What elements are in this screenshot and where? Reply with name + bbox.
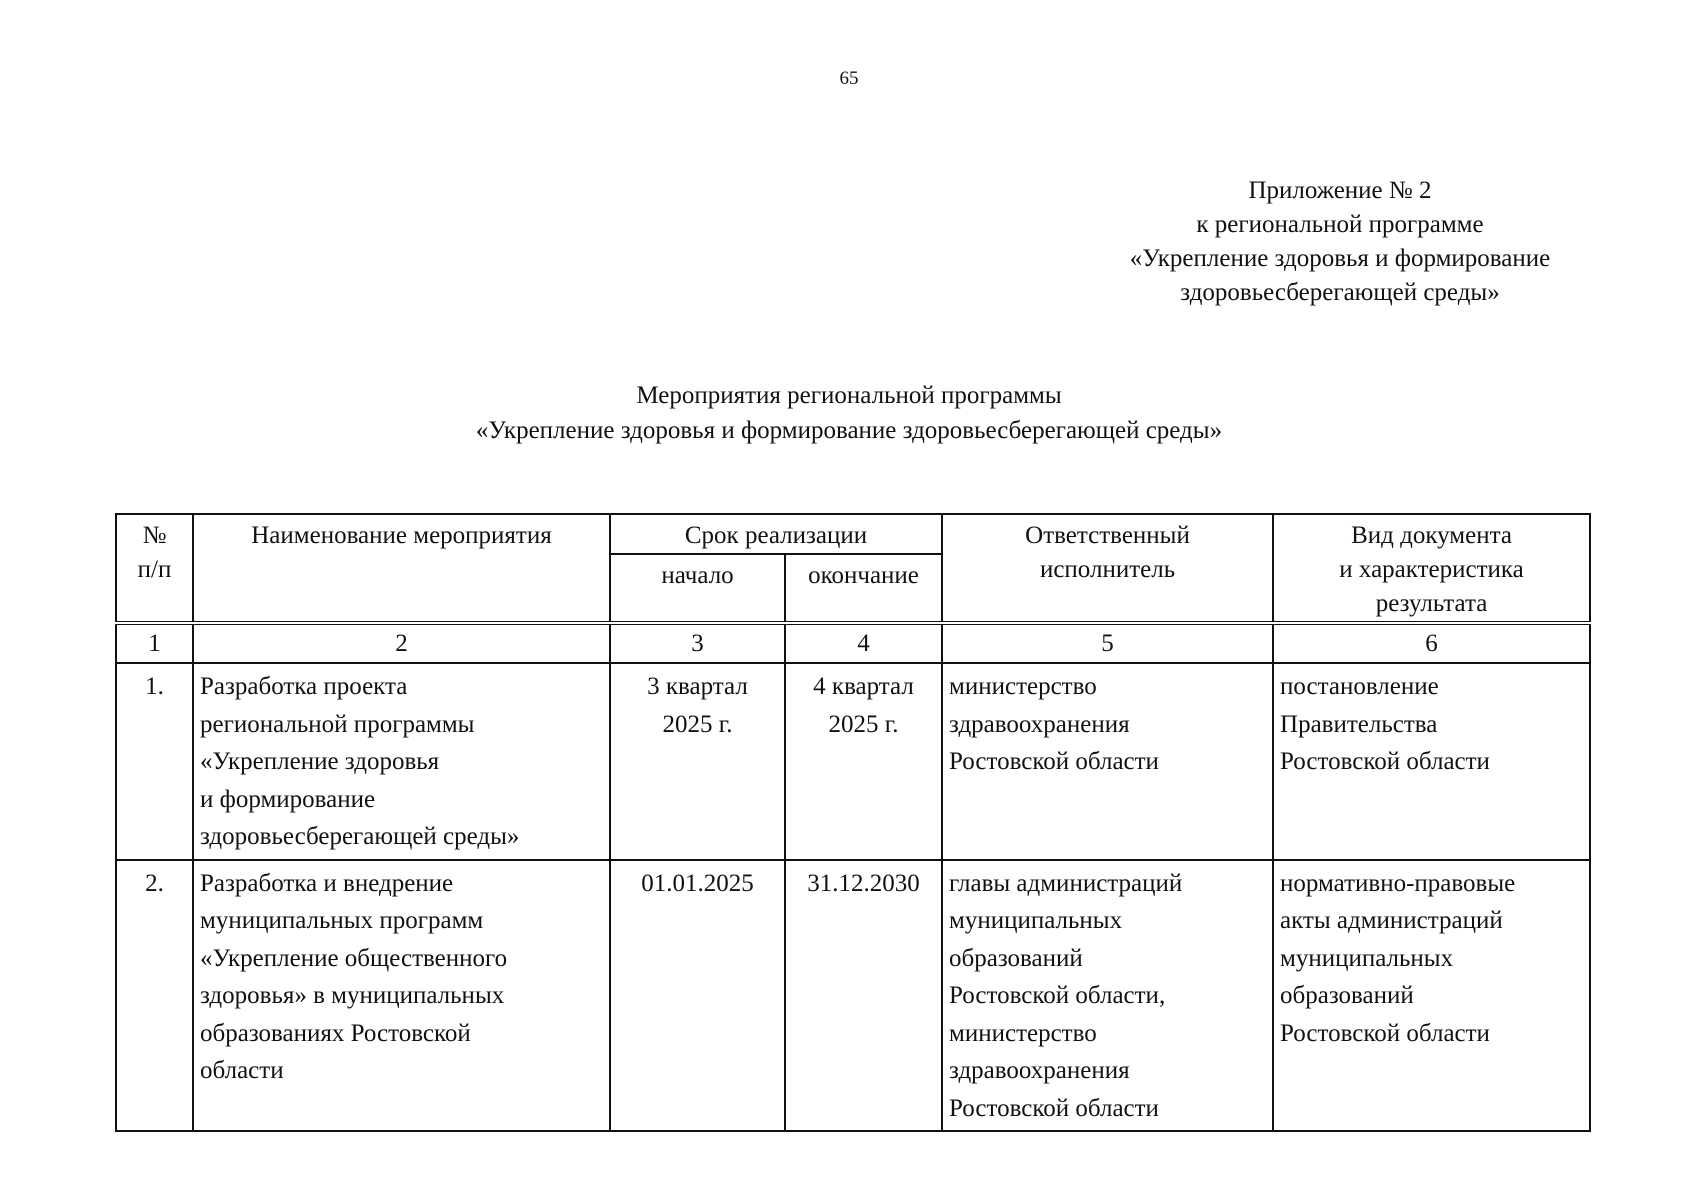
column-numbers-row [116, 623, 1590, 663]
measure-name-line: и формирование [200, 785, 376, 813]
end-date-line: 2025 г. [828, 710, 899, 738]
column-number: 4 [785, 623, 942, 663]
measure-name [193, 663, 610, 860]
column-number: 5 [942, 623, 1273, 663]
header-num [116, 514, 193, 623]
start-date [610, 663, 785, 860]
column-number: 3 [610, 623, 785, 663]
header-result [1273, 514, 1590, 623]
responsible-executor [942, 860, 1273, 1132]
result-line: постановление [1280, 673, 1439, 700]
header-name: Наименование мероприятия [193, 514, 610, 623]
measure-name-line: образованиях Ростовской [200, 1019, 471, 1047]
column-number: 2 [193, 623, 610, 663]
document-title [0, 378, 1698, 448]
measure-name-line: области [200, 1057, 284, 1084]
measure-name-line: здоровьесберегающей среды» [200, 823, 520, 850]
responsible-line: министерство [949, 673, 1097, 700]
result-line: Ростовской области [1280, 1019, 1490, 1047]
page-number: 65 [839, 68, 859, 89]
responsible-line: главы администраций [949, 869, 1183, 897]
appendix-line: здоровьесберегающей среды» [1180, 279, 1500, 306]
end-date-line: 4 квартал [813, 673, 914, 700]
start-date-line: 2025 г. [662, 710, 733, 738]
measure-name-line: Разработка и внедрение [200, 869, 454, 897]
measure-name-line: «Укрепление общественного [200, 944, 508, 972]
appendix-line: «Укрепление здоровья и формирование [1129, 245, 1551, 272]
responsible-line: образований [949, 944, 1083, 972]
responsible-line: здравоохранения [949, 710, 1130, 738]
responsible-line: муниципальных [949, 907, 1123, 934]
header-start: начало [610, 554, 785, 623]
responsible-line: здравоохранения [949, 1057, 1130, 1084]
responsible-line: Ростовской области [949, 1094, 1159, 1122]
header-num-line: № [142, 522, 167, 549]
measure-name-line: «Укрепление здоровья [200, 748, 440, 775]
end-date-line: 31.12.2030 [807, 869, 920, 897]
result-document [1273, 860, 1590, 1132]
responsible-executor [942, 663, 1273, 860]
result-line: нормативно-правовые [1280, 869, 1516, 897]
responsible-line: Ростовской области [949, 748, 1159, 775]
result-line: образований [1280, 982, 1414, 1009]
end-date [785, 860, 942, 1132]
header-responsible-line: Ответственный [1025, 522, 1190, 549]
measures-table [115, 513, 1591, 1132]
title-line: Мероприятия региональной программы [636, 382, 1062, 409]
header-result-line: результата [1375, 590, 1488, 617]
table-row [116, 663, 1590, 860]
appendix-caption [1080, 174, 1600, 310]
result-line: Ростовской области [1280, 748, 1490, 775]
header-end: окончание [785, 554, 942, 623]
measure-name [193, 860, 610, 1132]
end-date [785, 663, 942, 860]
column-number: 6 [1273, 623, 1590, 663]
header-period: Срок реализации [610, 514, 942, 554]
column-number: 1 [116, 623, 193, 663]
table-row [116, 860, 1590, 1132]
result-line: акты администраций [1280, 907, 1503, 934]
header-result-line: Вид документа [1351, 522, 1512, 549]
start-date-line: 3 квартал [647, 673, 748, 700]
header-result-line: и характеристика [1339, 556, 1524, 583]
start-date-line: 01.01.2025 [641, 869, 754, 897]
responsible-line: Ростовской области, [949, 982, 1166, 1009]
table-header-row [116, 514, 1590, 554]
measure-name-line: муниципальных программ [200, 907, 484, 934]
title-line: «Укрепление здоровья и формирование здоровьесберегающей среды» [475, 417, 1223, 444]
header-responsible-line: исполнитель [1039, 556, 1176, 583]
result-line: муниципальных [1280, 944, 1454, 972]
result-line: Правительства [1280, 710, 1438, 738]
start-date [610, 860, 785, 1132]
header-responsible [942, 514, 1273, 623]
measure-name-line: региональной программы [200, 710, 475, 738]
row-number: 1. [116, 663, 193, 860]
measure-name-line: Разработка проекта [200, 673, 408, 700]
header-num-line: п/п [137, 556, 172, 583]
appendix-line: к региональной программе [1196, 211, 1484, 238]
measure-name-line: здоровья» в муниципальных [200, 982, 505, 1009]
row-number: 2. [116, 860, 193, 1132]
responsible-line: министерство [949, 1019, 1097, 1047]
result-document [1273, 663, 1590, 860]
appendix-line: Приложение № 2 [1248, 177, 1432, 204]
